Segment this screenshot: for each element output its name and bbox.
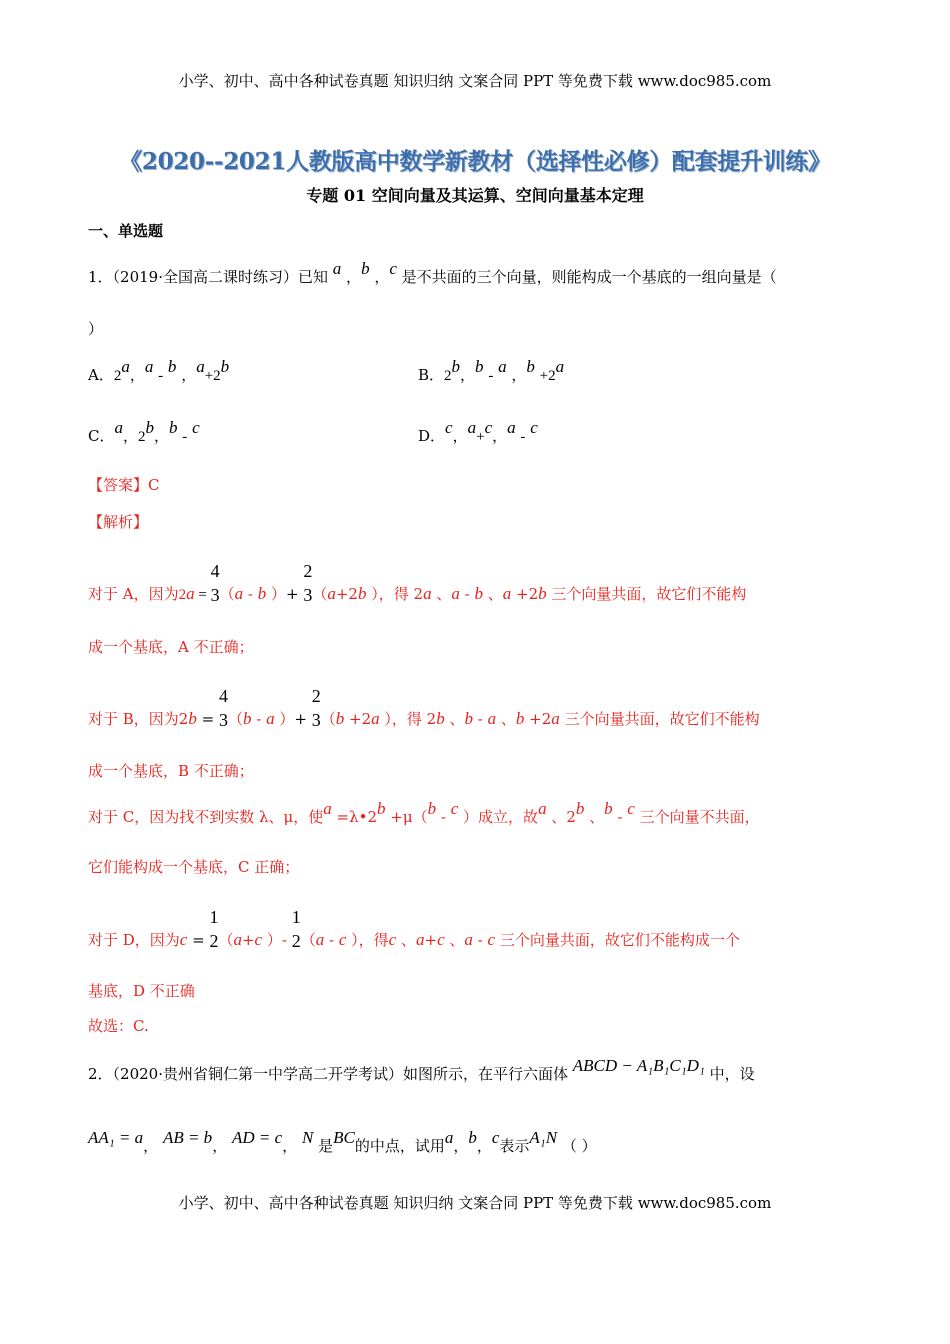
question-2-stem: 2．（2020·贵州省铜仁第一中学高二开学考试）如图所示，在平行六面体 ABCD − A₁B₁C₁D₁ 中，设	[88, 1056, 755, 1083]
option-d: D．c，a+c，a - c	[418, 418, 538, 445]
section-heading: 一、单选题	[88, 222, 164, 240]
question-2-line2: AA₁ = a， AB = b， AD = c， N 是BC的中点，试用a，b，c表示A₁N （ ）	[88, 1128, 597, 1155]
document-subtitle: 专题 01 空间向量及其运算、空间向量基本定理	[306, 186, 644, 205]
question-number: 1．	[88, 268, 113, 286]
answer-label: 【答案】C	[88, 476, 160, 494]
analysis-b-line1: 对于 B，因为2b = 4 3 （b - a ）+ 2 3 （b +2a ），得 2b 、b - a 、b +2a 三个向量共面，故它们不能构	[88, 686, 760, 730]
analysis-c-line1: 对于 C，因为找不到实数 λ、μ，使a =λ•2b +μ（b - c ）成立，故a 、2b 、b - c 三个向量不共面，	[88, 799, 760, 826]
question-source: （2019·全国高二课时练习）已知	[112, 268, 328, 286]
analysis-label: 【解析】	[88, 513, 149, 531]
analysis-d-line1: 对于 D，因为c = 1 2 （a+c ）- 1 2 （a - c ），得c 、a+c 、a - c 三个向量共面，故它们不能构成一个	[88, 907, 740, 951]
page-header: 小学、初中、高中各种试卷真题 知识归纳 文案合同 PPT 等免费下载 www.doc985.com	[178, 72, 772, 90]
question-stem-tail: 是不共面的三个向量，则能构成一个基底的一组向量是（	[401, 268, 777, 286]
analysis-a-line2: 成一个基底，A 不正确；	[88, 638, 254, 656]
option-b: B．2b，b - a ，b +2a	[418, 357, 565, 384]
question-1-stem: 1．（2019·全国高二课时练习）已知 a ，b ，c 是不共面的三个向量，则能构成一个基底的一组向量是（	[88, 259, 777, 286]
analysis-a-line1: 对于 A，因为2a = 4 3 （a - b ）+ 2 3 （a+2b ），得 2a 、a - b 、a +2b 三个向量共面，故它们不能构	[88, 561, 747, 605]
option-a: A．2a，a - b ，a+2b	[88, 357, 230, 384]
question-source: （2020·贵州省铜仁第一中学高二开学考试）如图所示，在平行六面体	[112, 1065, 568, 1083]
analysis-conclusion: 故选：C.	[88, 1017, 149, 1035]
analysis-c-line2: 它们能构成一个基底，C 正确；	[88, 858, 300, 876]
analysis-b-line2: 成一个基底，B 不正确；	[88, 762, 254, 780]
option-c: C．a，2b，b - c	[88, 418, 200, 445]
analysis-d-line2: 基底，D 不正确	[88, 982, 195, 1000]
question-number: 2．	[88, 1065, 113, 1083]
page-footer: 小学、初中、高中各种试卷真题 知识归纳 文案合同 PPT 等免费下载 www.doc985.com	[178, 1194, 772, 1212]
question-1-close: ）	[88, 320, 104, 338]
document-title: 《2020--2021人教版高中数学新教材（选择性必修）配套提升训练》	[119, 148, 831, 175]
